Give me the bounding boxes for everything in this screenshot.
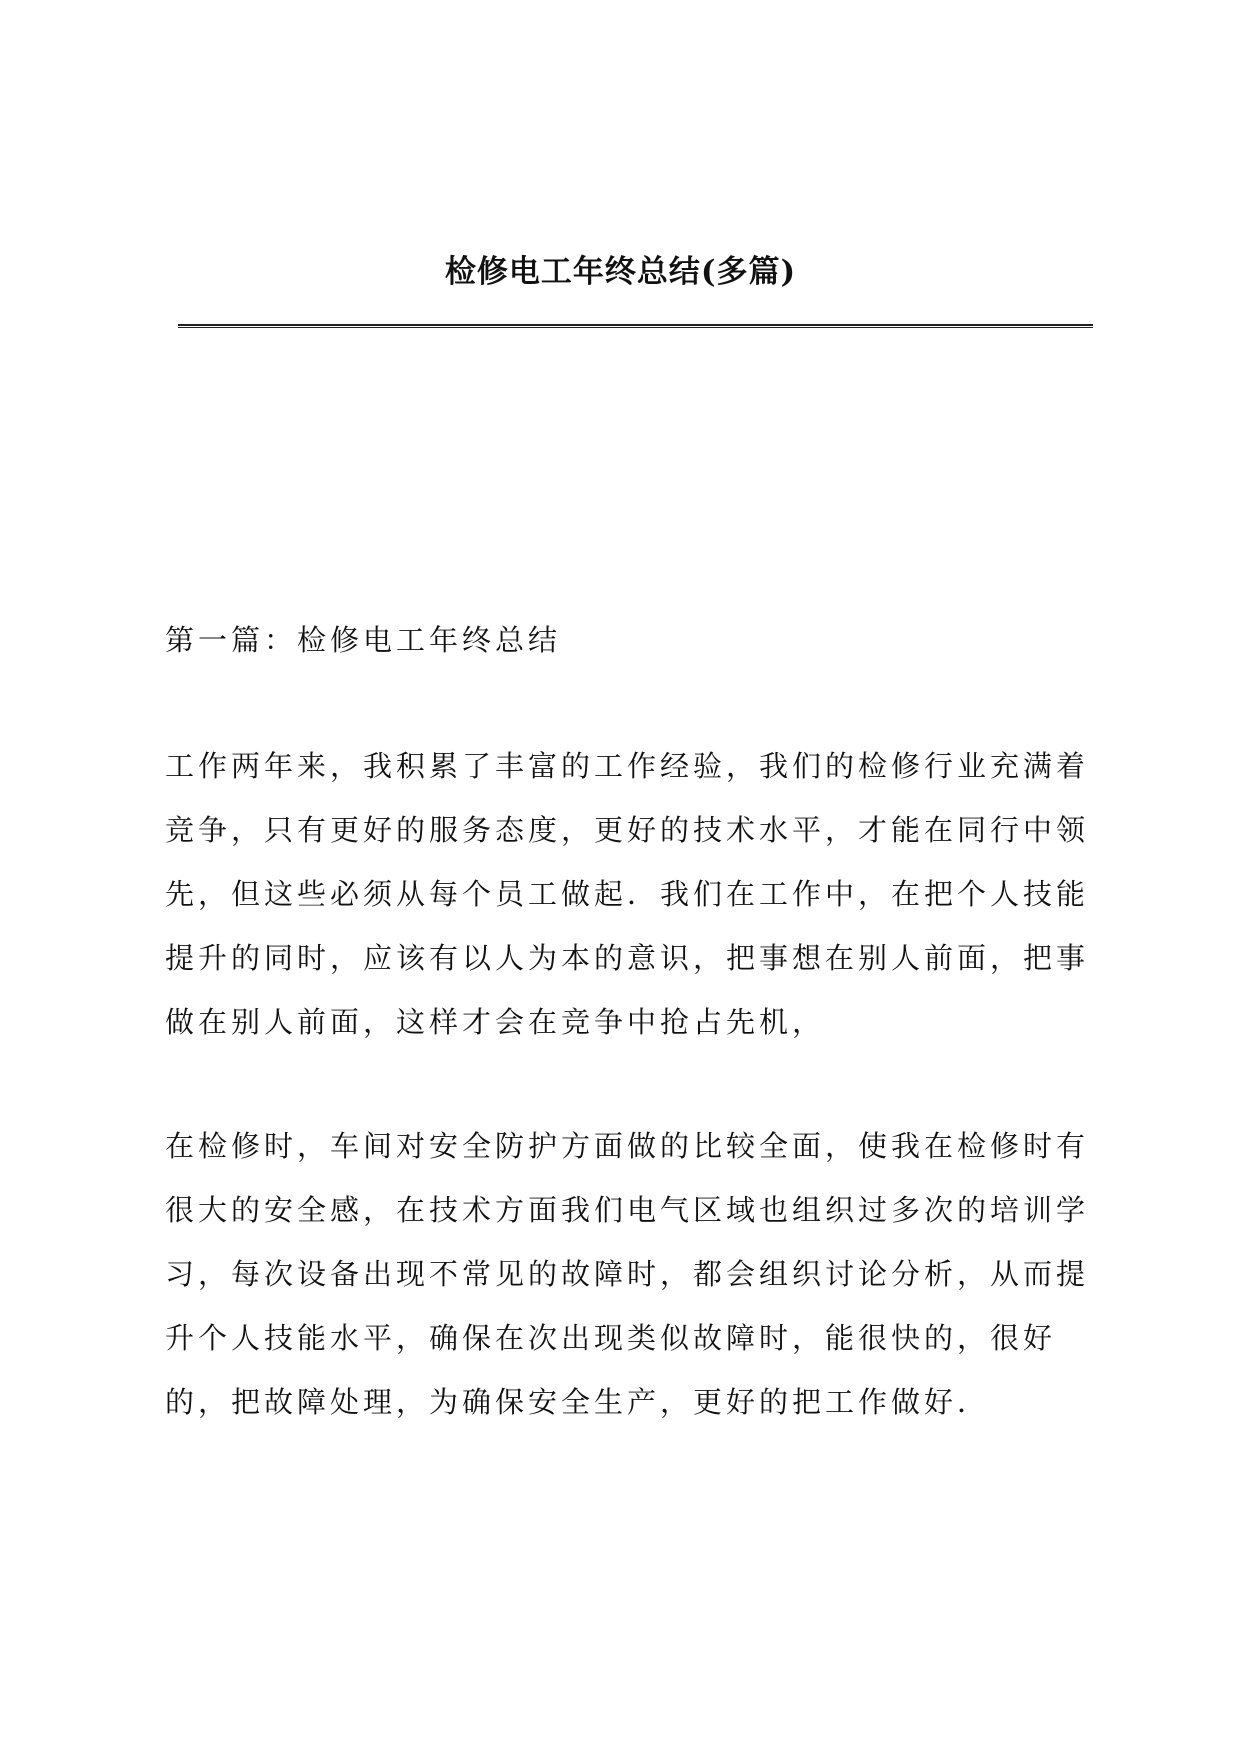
paragraph-2: [165, 1114, 1100, 1434]
title-divider: [178, 324, 1093, 328]
paragraph-line: 的，把故障处理，为确保安全生产，更好的把工作做好．: [165, 1385, 991, 1419]
document-title: 检修电工年终总结(多篇): [444, 254, 797, 290]
paragraph-line: 竞争，只有更好的服务态度，更好的技术水平，才能在同行中领: [165, 813, 1090, 847]
paragraph-line: 提升的同时，应该有以人为本的意识，把事想在别人前面，把事: [165, 941, 1090, 975]
paragraph-line: 做在别人前面，这样才会在竞争中抢占先机，: [165, 1005, 826, 1039]
paragraph-line: 很大的安全感，在技术方面我们电气区域也组织过多次的培训学: [165, 1193, 1090, 1227]
paragraph-1: [165, 734, 1100, 1054]
paragraph-line: 习，每次设备出现不常见的故障时，都会组织讨论分析，从而提: [165, 1257, 1090, 1291]
paragraph-line: 在检修时，车间对安全防护方面做的比较全面，使我在检修时有: [165, 1129, 1090, 1163]
paragraph-line: 升个人技能水平，确保在次出现类似故障时，能很快的，很好: [165, 1321, 1057, 1355]
document-body: [165, 616, 1100, 1434]
section-heading: 第一篇：检修电工年终总结: [165, 623, 562, 657]
paragraph-line: 工作两年来，我积累了丰富的工作经验，我们的检修行业充满着: [165, 749, 1090, 783]
paragraph-line: 先，但这些必须从每个员工做起．我们在工作中，在把个人技能: [165, 877, 1090, 911]
